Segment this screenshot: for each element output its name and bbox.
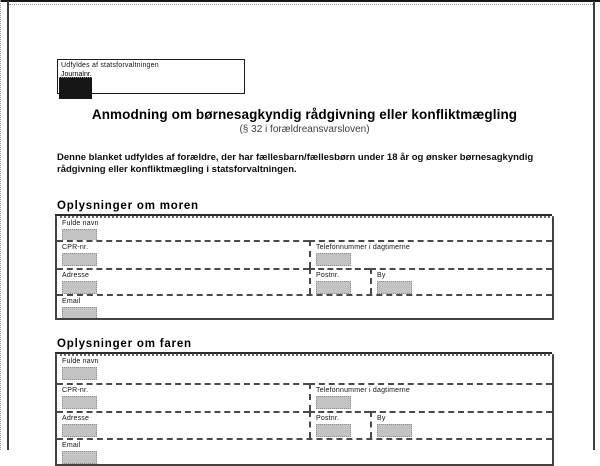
page-border-right <box>593 1 595 450</box>
page-title: Anmodning om børnesagkyndig rådgivning eller konfliktmægling <box>91 107 518 122</box>
field-cpr-mor <box>57 240 309 268</box>
field-postnr-far <box>309 411 370 438</box>
cpr-label-far: CPR-nr. <box>62 387 89 394</box>
by-label-mor: By <box>377 272 386 279</box>
left-edge-guide <box>0 0 1 450</box>
fulde-navn-label-far: Fulde navn <box>62 358 99 365</box>
window-top-edge <box>0 0 600 2</box>
telefon-input-mor[interactable] <box>316 253 351 266</box>
field-by-mor <box>370 268 552 294</box>
section-title-mor: Oplysninger om moren <box>55 200 552 216</box>
email-label-mor: Email <box>62 298 81 305</box>
journalnr-label: Journalnr. <box>61 71 92 81</box>
official-use-box <box>57 59 245 94</box>
field-email-far <box>57 438 552 464</box>
field-fulde-navn-far <box>57 356 552 383</box>
adresse-label-mor: Adresse <box>62 272 90 279</box>
postnr-input-far[interactable] <box>316 424 351 437</box>
mor-table <box>55 216 554 320</box>
telefon-input-far[interactable] <box>316 396 351 409</box>
email-label-far: Email <box>62 442 81 449</box>
email-input-mor[interactable] <box>62 307 97 318</box>
field-adresse-far <box>57 411 309 438</box>
section-title-far: Oplysninger om faren <box>55 338 552 354</box>
postnr-label-mor: Postnr. <box>316 272 340 279</box>
intro-paragraph: Denne blanket udfyldes af forældre, der har fællesbarn/fællesbørn under 18 år og ønsker børnesagkyndig rådgivning eller konfliktmægling i statsforvaltningen. <box>57 152 534 175</box>
cpr-label-mor: CPR-nr. <box>62 244 89 251</box>
page-border-top <box>9 4 593 5</box>
adresse-input-far[interactable] <box>62 424 97 437</box>
postnr-input-mor[interactable] <box>316 281 351 294</box>
field-by-far <box>370 411 552 438</box>
email-input-far[interactable] <box>62 451 97 464</box>
page-subtitle: (§ 32 i forældreansvarsloven) <box>239 124 370 135</box>
official-use-label: Udfyldes af statsforvaltningen <box>61 62 159 69</box>
fulde-navn-input-mor[interactable] <box>62 229 97 240</box>
adresse-input-mor[interactable] <box>62 281 97 294</box>
field-telefon-far <box>309 383 552 411</box>
page-border-left <box>7 1 9 450</box>
journalnr-redacted-value <box>59 77 92 99</box>
field-adresse-mor <box>57 268 309 294</box>
cpr-input-mor[interactable] <box>62 253 97 266</box>
adresse-label-far: Adresse <box>62 415 90 422</box>
far-table <box>55 354 554 466</box>
by-input-far[interactable] <box>377 424 412 437</box>
field-email-mor <box>57 294 552 318</box>
header <box>55 107 554 135</box>
cpr-input-far[interactable] <box>62 396 97 409</box>
postnr-label-far: Postnr. <box>316 415 340 422</box>
fulde-navn-input-far[interactable] <box>62 367 97 380</box>
fulde-navn-label-mor: Fulde navn <box>62 220 99 227</box>
telefon-label-far: Telefonnummer i dagtimerne <box>316 387 410 394</box>
telefon-label-mor: Telefonnummer i dagtimerne <box>316 244 410 251</box>
field-cpr-far <box>57 383 309 411</box>
field-postnr-mor <box>309 268 370 294</box>
by-label-far: By <box>377 415 386 422</box>
field-telefon-mor <box>309 240 552 268</box>
by-input-mor[interactable] <box>377 281 412 294</box>
field-fulde-navn-mor <box>57 218 552 240</box>
